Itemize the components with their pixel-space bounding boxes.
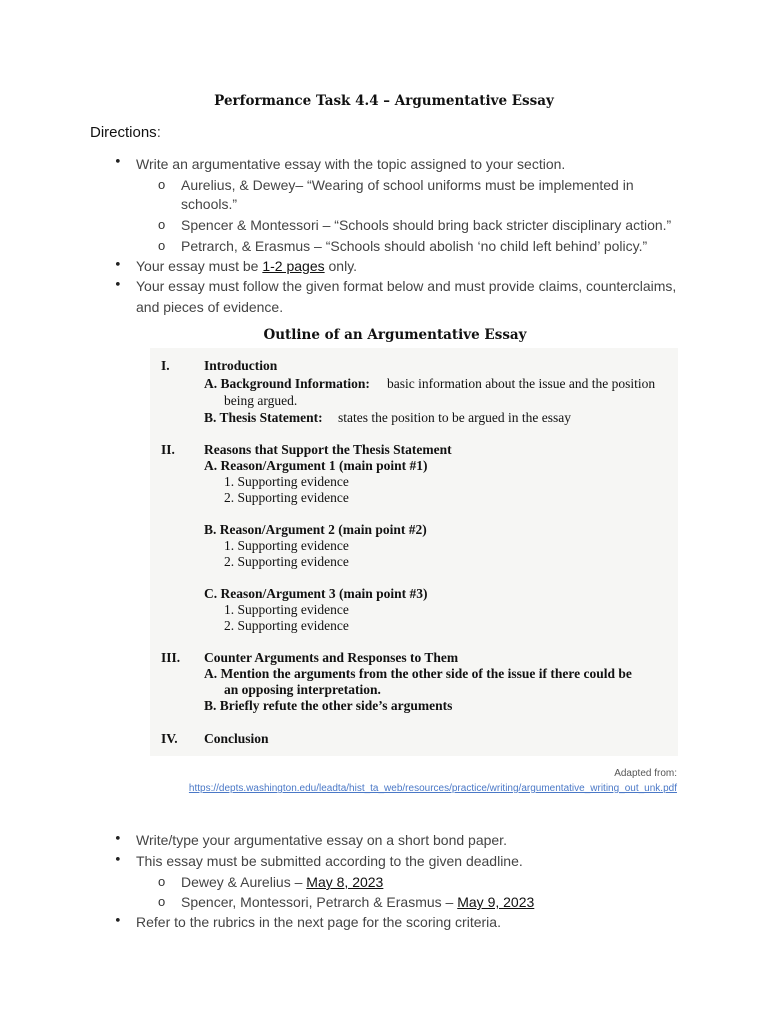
outline-supporting-evidence: 2. Supporting evidence xyxy=(224,554,349,569)
outline-title: Outline of an Argumentative Essay xyxy=(263,327,527,343)
outline-reason-1: A. Reason/Argument 1 (main point #1) xyxy=(204,458,428,473)
topic-aurelius-dewey: Aurelius, & Dewey– “Wearing of school uniforms must be implemented in xyxy=(181,177,634,193)
directions-label xyxy=(90,124,161,141)
adapted-from-label: Adapted from: xyxy=(614,768,677,779)
deadline-date: May 9, 2023 xyxy=(457,894,535,910)
outline-numeral-iii: III. xyxy=(161,650,181,665)
outline-introduction: Introduction xyxy=(204,358,278,373)
outline-numeral-i: I. xyxy=(161,358,170,373)
topic-spencer-montessori: Spencer & Montessori – “Schools should bring back stricter disciplinary action.” xyxy=(181,217,672,233)
sub-bullet-icon: o xyxy=(158,177,166,192)
document-title: Performance Task 4.4 – Argumentative Essay xyxy=(214,93,554,109)
outline-thesis-label: B. Thesis Statement: xyxy=(204,410,323,425)
topic-aurelius-dewey-cont: schools.” xyxy=(181,196,238,212)
bullet-icon: • xyxy=(114,155,122,170)
outline-conclusion: Conclusion xyxy=(204,731,269,746)
source-link[interactable]: https://depts.washington.edu/leadta/hist_ta_web/resources/practice/writing/argumentative_writing_out_unk.pdf xyxy=(188,783,677,794)
instruction-paper: Write/type your argumentative essay on a short bond paper. xyxy=(136,832,507,848)
bullet-icon: • xyxy=(114,832,122,847)
outline-numeral-ii: II. xyxy=(161,442,175,457)
deadline-date: May 8, 2023 xyxy=(306,874,384,890)
outline-supporting-evidence: 1. Supporting evidence xyxy=(224,602,349,617)
outline-reason-3: C. Reason/Argument 3 (main point #3) xyxy=(204,586,428,601)
outline-counter-a-cont: an opposing interpretation. xyxy=(224,682,381,697)
sub-bullet-icon: o xyxy=(158,874,166,889)
sub-bullet-icon: o xyxy=(158,894,166,909)
outline-background-label: A. Background Information: xyxy=(204,376,370,391)
bullet-icon: • xyxy=(114,914,122,929)
outline-counter-arguments: Counter Arguments and Responses to Them xyxy=(204,650,459,665)
outline-background-text-cont: being argued. xyxy=(224,393,298,408)
length-suffix: only. xyxy=(328,258,358,274)
deadline-spencer-group xyxy=(181,892,534,912)
outline-reason-2: B. Reason/Argument 2 (main point #2) xyxy=(204,522,427,537)
topic-petrarch-erasmus: Petrarch, & Erasmus – “Schools should abolish ‘no child left behind’ policy.” xyxy=(181,238,648,254)
instruction-format: Your essay must follow the given format below and must provide claims, counterclaims, xyxy=(136,278,677,294)
instruction-topic: Write an argumentative essay with the topic assigned to your section. xyxy=(136,156,566,172)
directions-text: Directions xyxy=(90,124,157,141)
instruction-format-cont: and pieces of evidence. xyxy=(136,299,284,315)
outline-numeral-iv: IV. xyxy=(161,731,178,746)
outline-counter-a: A. Mention the arguments from the other side of the issue if there could be xyxy=(204,666,632,681)
bullet-icon: • xyxy=(114,278,122,293)
length-pages: 1-2 pages xyxy=(262,258,325,274)
outline-supporting-evidence: 2. Supporting evidence xyxy=(224,618,349,633)
directions-colon: : xyxy=(156,124,161,141)
outline-thesis-text: states the position to be argued in the essay xyxy=(338,410,571,425)
instruction-deadline: This essay must be submitted according to the given deadline. xyxy=(136,853,523,869)
outline-counter-b: B. Briefly refute the other side’s arguments xyxy=(204,698,453,713)
length-prefix: Your essay must be xyxy=(136,258,259,274)
bullet-icon: • xyxy=(114,258,122,273)
instruction-length xyxy=(136,256,357,276)
outline-supporting-evidence: 2. Supporting evidence xyxy=(224,490,349,505)
deadline-dewey-aurelius xyxy=(181,872,383,892)
outline-supporting-evidence: 1. Supporting evidence xyxy=(224,474,349,489)
outline-image xyxy=(150,348,678,756)
deadline-group: Dewey & Aurelius – xyxy=(181,874,307,890)
outline-reasons: Reasons that Support the Thesis Statement xyxy=(204,442,452,457)
sub-bullet-icon: o xyxy=(158,238,166,253)
outline-background-text: basic information about the issue and the position xyxy=(387,376,656,391)
instruction-rubrics: Refer to the rubrics in the next page for the scoring criteria. xyxy=(136,914,501,930)
deadline-group: Spencer, Montessori, Petrarch & Erasmus – xyxy=(181,894,458,910)
outline-supporting-evidence: 1. Supporting evidence xyxy=(224,538,349,553)
sub-bullet-icon: o xyxy=(158,217,166,232)
bullet-icon: • xyxy=(114,853,122,868)
